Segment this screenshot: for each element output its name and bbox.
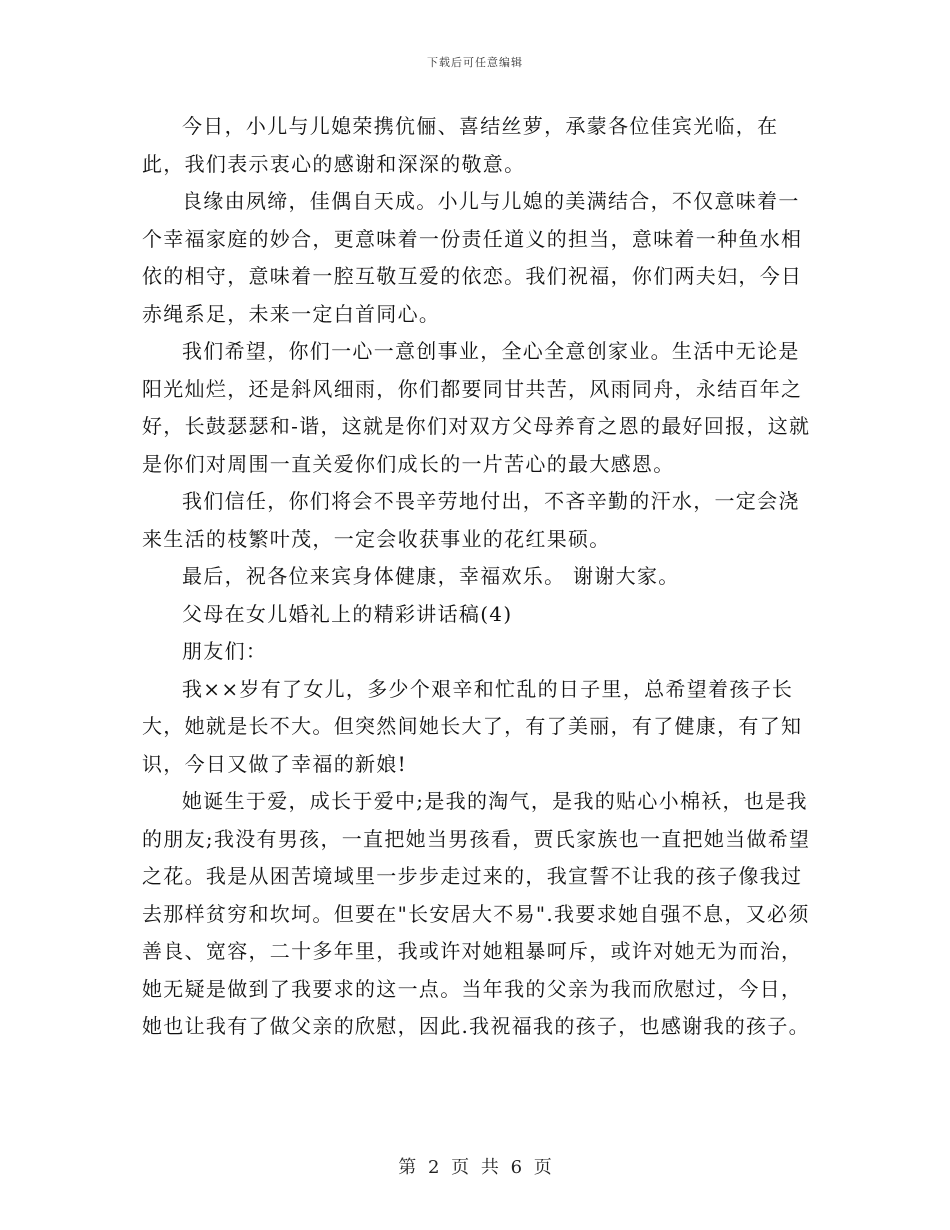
paragraph: 我们希望，你们一心一意创事业，全心全意创家业。生活中无论是阳光灿烂，还是斜风细雨，你们都要同甘共苦，风雨同舟，永结百年之好，长鼓瑟瑟和-谐，这就是你们对双方父母养育之恩的最好回报，这就是你们对周围一直关爱你们成长的一片苦心的最大感恩。	[142, 339, 811, 476]
paragraph: 最后，祝各位来宾身体健康，幸福欢乐。 谢谢大家。	[182, 564, 680, 588]
footer-total-unit: 页	[533, 1157, 552, 1178]
footer-page-unit: 页	[451, 1157, 470, 1178]
section-title: 父母在女儿婚礼上的精彩讲话稿(4)	[182, 601, 513, 626]
footer-total-prefix: 共	[480, 1157, 499, 1178]
paragraph: 她诞生于爱，成长于爱中;是我的淘气，是我的贴心小棉袄，也是我的朋友;我没有男孩，一直把她当男孩看，贾氏家族也一直把她当做希望之花。我是从困苦境域里一步步走过来的，我宣誓不让我的孩子像我过去那样贫穷和坎坷。但要在"长安居大不易".我要求她自强不息，又必须善良、宽容，二十多年里，我或许对她粗暴呵斥，或许对她无为而治，她无疑是做到了我要求的这一点。当年我的父亲为我而欣慰过，今日，她也让我有了做父亲的欣慰，因此.我祝福我的孩子，也感谢我的孩子。	[142, 789, 811, 1038]
total-page-count: 6	[510, 1157, 523, 1178]
footer-prefix: 第	[398, 1157, 417, 1178]
page-header: 下载后可任意编辑	[427, 56, 523, 69]
salutation: 朋友们：	[182, 639, 268, 663]
paragraph: 我们信任，你们将会不畏辛劳地付出，不吝辛勤的汗水，一定会浇来生活的枝繁叶茂，一定会收获事业的花红果硕。	[142, 489, 800, 551]
page-footer	[0, 1153, 950, 1179]
current-page-number: 2	[427, 1157, 440, 1178]
document-body	[142, 108, 814, 1046]
paragraph: 良缘由夙缔，佳偶自天成。小儿与儿媳的美满结合，不仅意味着一个幸福家庭的妙合，更意味着一份责任道义的担当，意味着一种鱼水相依的相守，意味着一腔互敬互爱的依恋。我们祝福，你们两夫妇，今日赤绳系足，未来一定白首同心。	[142, 189, 803, 326]
paragraph: 我××岁有了女儿，多少个艰辛和忙乱的日子里，总希望着孩子长大，她就是长不大。但突然间她长大了，有了美丽，有了健康，有了知识，今日又做了幸福的新娘!	[142, 676, 803, 776]
paragraph: 今日，小儿与儿媳荣携伉俪、喜结丝萝，承蒙各位佳宾光临，在此，我们表示衷心的感谢和深深的敬意。	[142, 114, 779, 176]
